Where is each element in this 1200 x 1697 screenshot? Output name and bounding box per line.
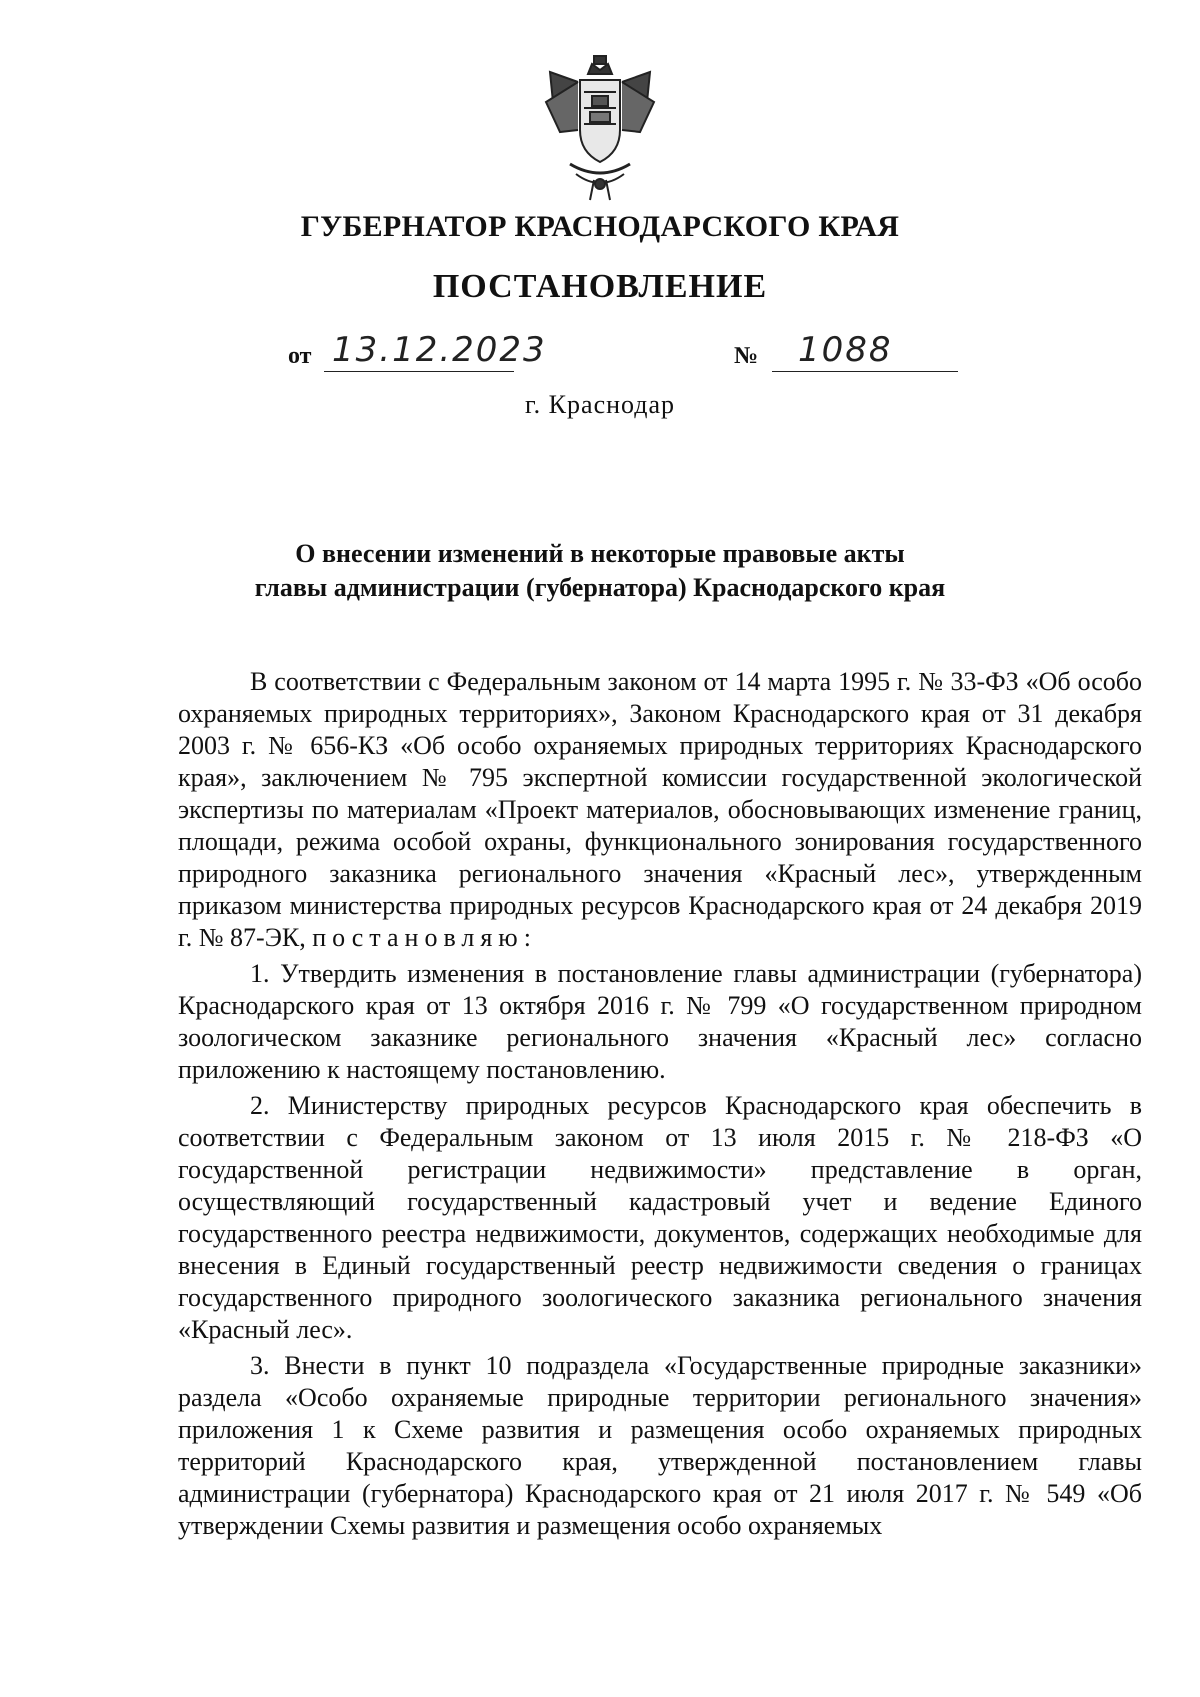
date-number-row <box>288 330 1028 376</box>
title-line-1: О внесении изменений в некоторые правовые акты <box>295 539 905 568</box>
preamble-text: В соответствии с Федеральным законом от 14 марта 1995 г. № 33-ФЗ «Об особо охраняемых природных территориях», Законом Краснодарского края от 31 декабря 2003 г. № 656-КЗ «Об особо охраняемых природных территориях Краснодарского края», заключением № 795 экспертной комиссии государственной экологической экспертизы по материалам «Проект материалов, обосновывающих изменение границ, площади, режима особой охраны, функционального зонирования государственного природного заказника регионального значения «Красный лес», утвержденным приказом министерства природных ресурсов Краснодарского края от 24 декабря 2019 г. № 87-ЭК, <box>178 667 1142 952</box>
document-body <box>178 666 1142 1546</box>
date-underline <box>324 371 514 372</box>
title-line-2: главы администрации (губернатора) Краснодарского края <box>254 573 946 602</box>
city: г. Краснодар <box>524 390 676 419</box>
number-underline <box>772 371 958 372</box>
issuing-authority: ГУБЕРНАТОР КРАСНОДАРСКОГО КРАЯ <box>300 210 900 243</box>
number-handwritten: 1088 <box>798 330 893 370</box>
item-2-paragraph: 2. Министерству природных ресурсов Краснодарского края обеспечить в соответствии с Федеральным законом от 13 июля 2015 г. № 218-ФЗ «О государственной регистрации недвижимости» представление в орган, осуществляющий государственный кадастровый учет и ведение Единого государственного реестра недвижимости, документов, содержащих необходимые для внесения в Единый государственный реестр недвижимости сведения о границах государственного природного зоологического заказника регионального значения «Красный лес». <box>178 1091 1142 1344</box>
document-title <box>0 537 1200 605</box>
preamble-paragraph <box>178 666 1142 954</box>
date-label: от <box>288 343 312 369</box>
item-3-paragraph: 3. Внести в пункт 10 подраздела «Государственные природные заказники» раздела «Особо охраняемые природные территории регионального значения» приложения 1 к Схеме развития и размещения особо охраняемых природных территорий Краснодарского края, утвержденной постановлением главы администрации (губернатора) Краснодарского края от 21 июля 2017 г. № 549 «Об утверждении Схемы развития и размещения особо охраняемых <box>178 1351 1142 1540</box>
krasnodar-coat-of-arms-emblem <box>540 52 660 202</box>
item-1-paragraph: 1. Утвердить изменения в постановление главы администрации (губернатора) Краснодарского края от 13 октября 2016 г. № 799 «О государственном природном зоологическом заказнике регионального значения «Красный лес» согласно приложению к настоящему постановлению. <box>178 959 1142 1084</box>
number-label: № <box>734 343 759 369</box>
document-type: ПОСТАНОВЛЕНИЕ <box>432 268 768 305</box>
date-handwritten: 13.12.2023 <box>332 330 547 370</box>
decree-word: постановляю: <box>312 923 537 952</box>
